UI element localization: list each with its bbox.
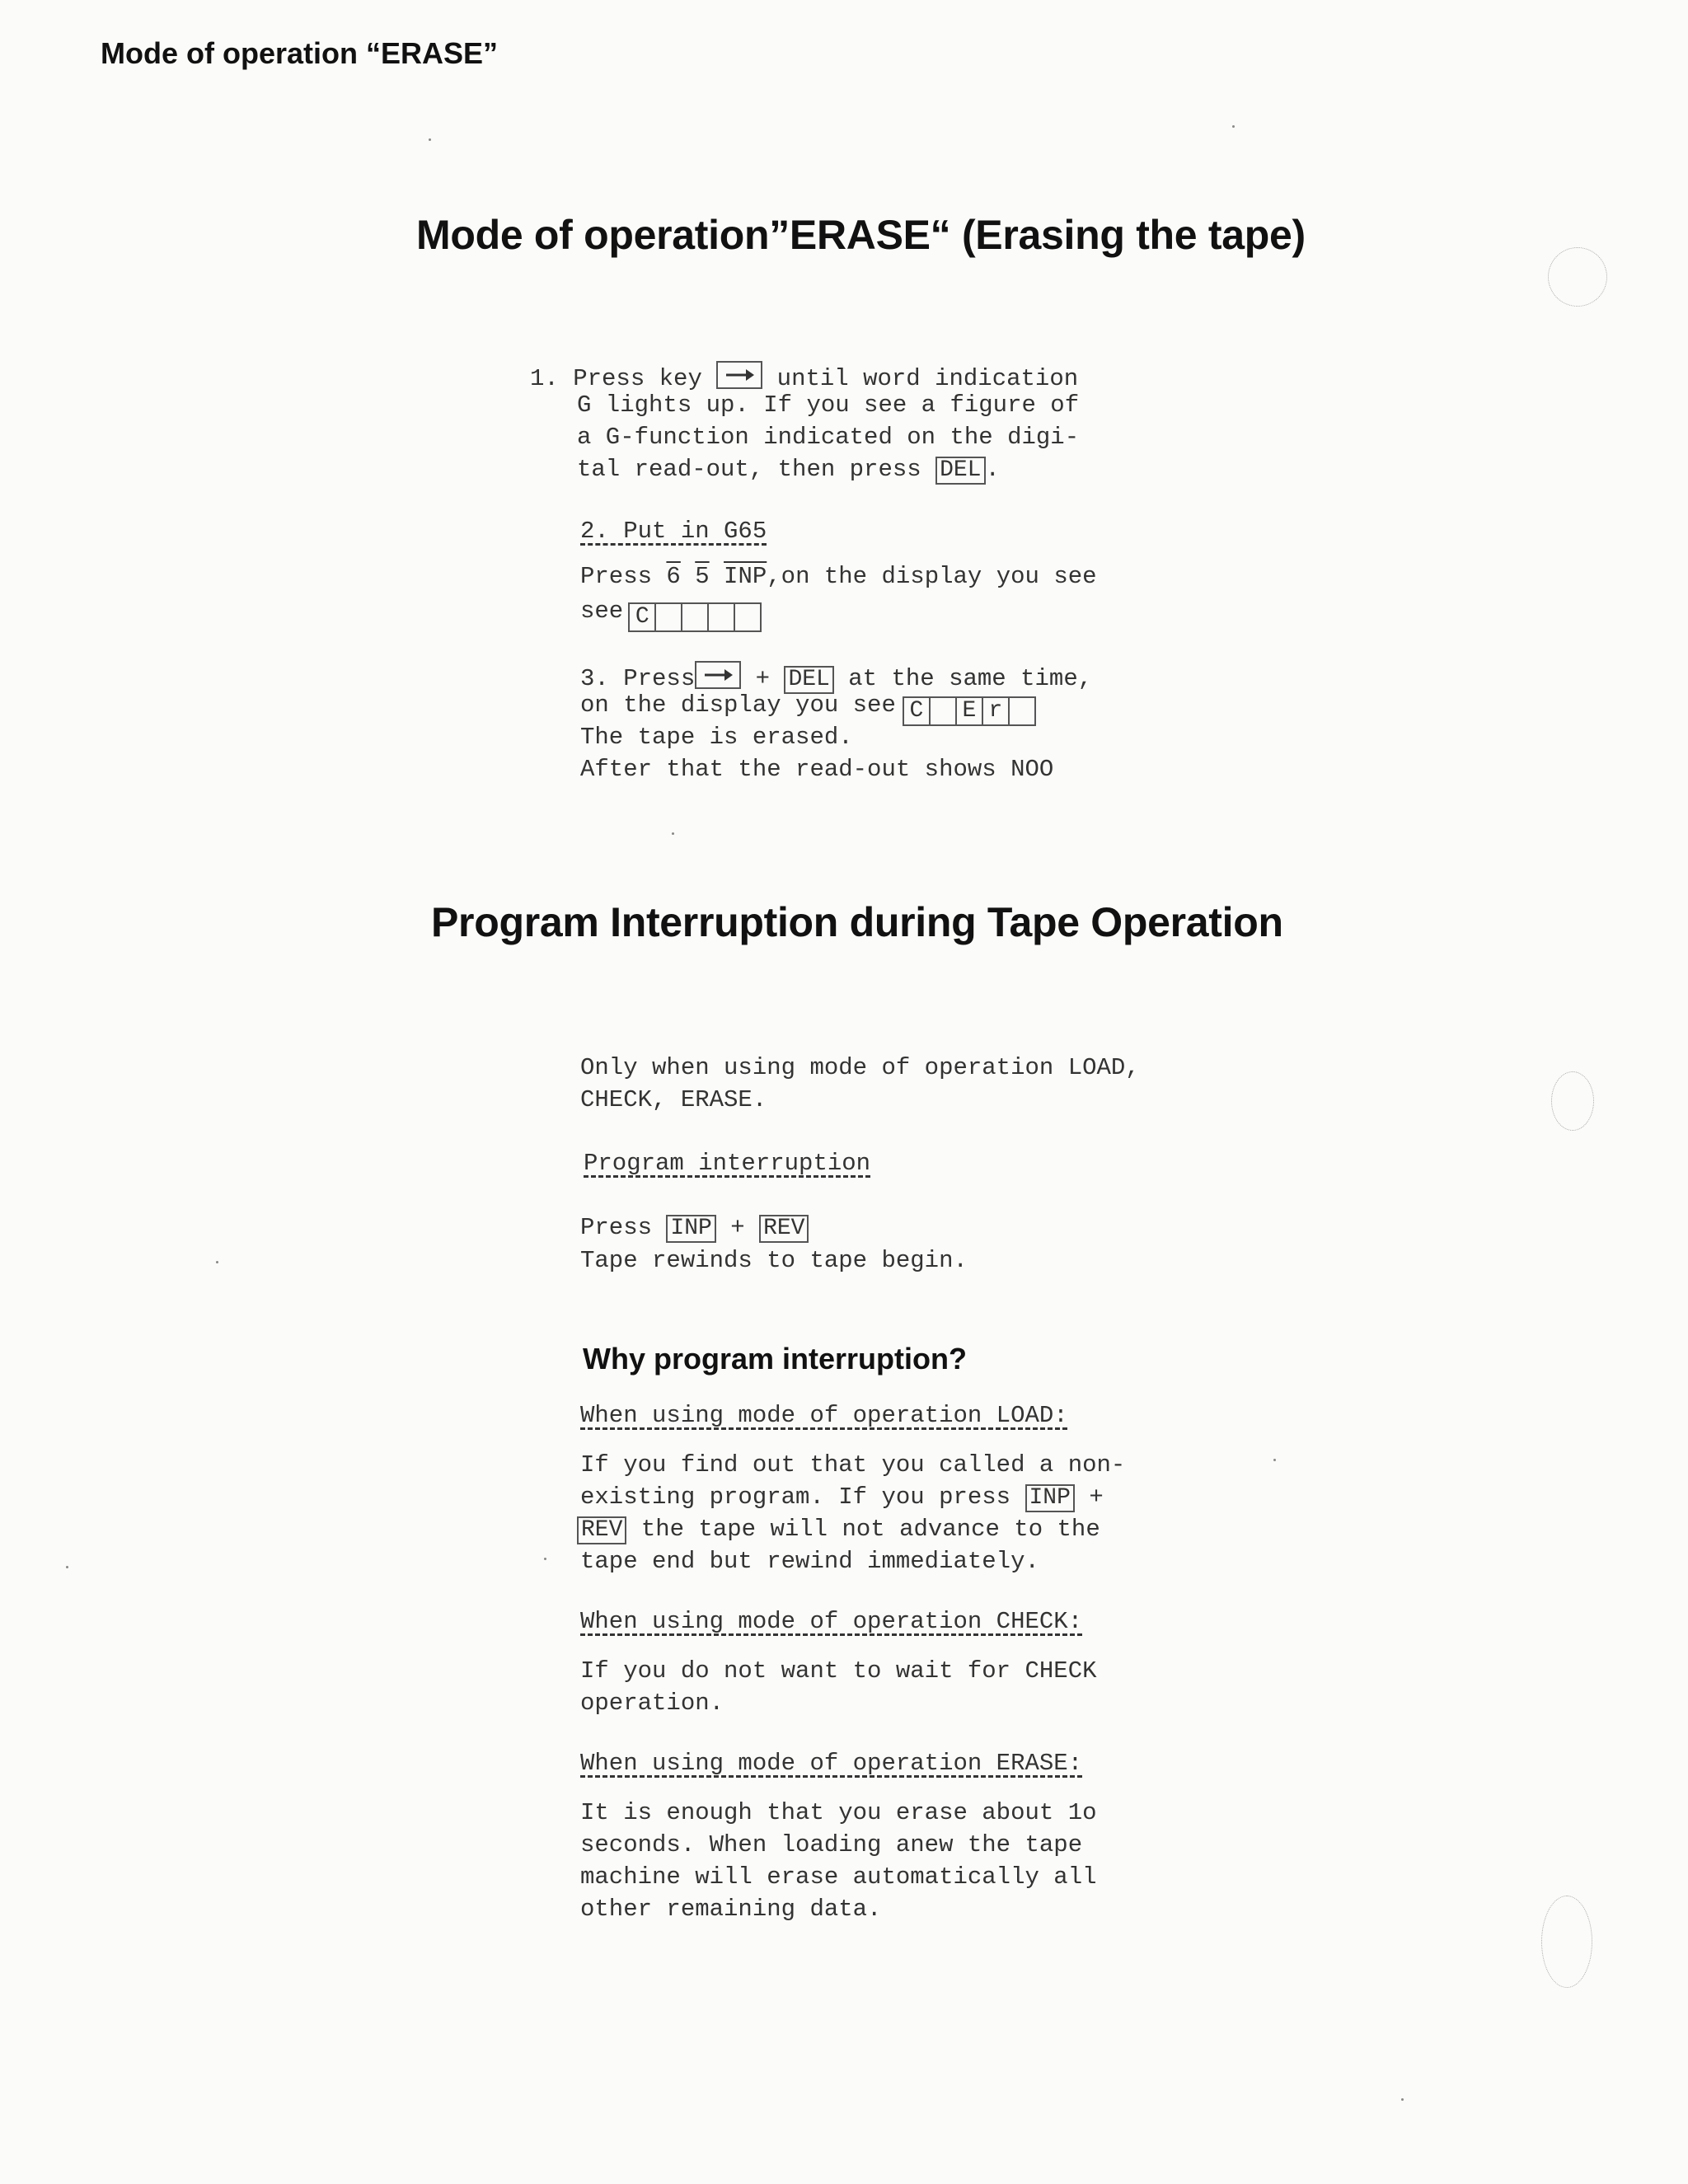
erase-heading: When using mode of operation ERASE: [580, 1750, 1083, 1777]
display-cell: E [957, 698, 983, 724]
load-line-2 [580, 1481, 1104, 1513]
inp-key: INP [1025, 1484, 1075, 1512]
interrupt-line-1 [580, 1212, 809, 1244]
step-2-see: see [580, 598, 624, 625]
key-5: 5 [695, 563, 710, 590]
step-1-text: Press key [573, 365, 702, 392]
display-cell [1010, 698, 1034, 724]
display-cell [682, 604, 709, 630]
plus-sign: + [755, 665, 771, 692]
interrupt-text: Press [580, 1214, 667, 1241]
del-key: DEL [935, 457, 985, 485]
check-heading: When using mode of operation CHECK: [580, 1608, 1083, 1635]
section-title-erase: Mode of operation”ERASE“ (Erasing the tape) [416, 212, 1306, 258]
interrupt-line-2: Tape rewinds to tape begin. [580, 1247, 968, 1274]
step-3-line-2-text: on the display you see [580, 691, 896, 719]
step-1-line-2: G lights up. If you see a figure of [577, 391, 1080, 419]
load-line-2-text: existing program. If you press [580, 1483, 1025, 1511]
load-line-4: tape end but rewind immediately. [580, 1548, 1039, 1575]
erase-line-4: other remaining data. [580, 1896, 882, 1923]
punch-hole-mark [1541, 1896, 1592, 1988]
scan-speck [216, 1261, 218, 1263]
step-2-heading: 2. Put in G65 [580, 518, 767, 545]
check-line-2: operation. [580, 1690, 724, 1717]
arrow-right-icon [716, 361, 762, 389]
rev-key: REV [577, 1516, 626, 1544]
step-1-line-4-period: . [985, 456, 1000, 483]
load-line-3 [577, 1513, 1100, 1545]
section-title-interruption: Program Interruption during Tape Operation [431, 899, 1283, 945]
display-readout-erase [903, 696, 1036, 726]
scan-speck [1401, 2098, 1404, 2101]
step-1-number: 1. [530, 365, 559, 392]
key-6: 6 [666, 563, 681, 590]
del-key: DEL [784, 666, 833, 694]
step-2-text: Press [580, 563, 667, 590]
display-cell [709, 604, 735, 630]
program-interruption-heading: Program interruption [584, 1150, 871, 1177]
display-cell: C [904, 698, 931, 724]
scan-speck [672, 832, 674, 835]
load-line-2-plus: + [1074, 1483, 1104, 1511]
load-line-1: If you find out that you called a non- [580, 1451, 1126, 1479]
erase-line-1: It is enough that you erase about 1o [580, 1799, 1097, 1826]
scan-speck [544, 1558, 546, 1560]
step-2-line-2 [580, 595, 762, 632]
display-cell [735, 604, 760, 630]
punch-hole-mark [1551, 1071, 1594, 1131]
scan-speck [1232, 125, 1235, 128]
step-2-line-1 [580, 560, 1097, 593]
intro-line-1: Only when using mode of operation LOAD, [580, 1054, 1140, 1081]
punch-hole-mark [1548, 247, 1607, 307]
running-header: Mode of operation “ERASE” [101, 36, 499, 70]
display-cell [656, 604, 682, 630]
intro-line-2: CHECK, ERASE. [580, 1086, 767, 1113]
inp-key: INP [666, 1215, 715, 1243]
step-1-text-cont: until word indication [762, 365, 1079, 392]
step-3-text: 3. Press [580, 665, 696, 692]
display-cell: r [983, 698, 1010, 724]
step-1-line-3: a G-function indicated on the digi- [577, 424, 1080, 451]
erase-line-2: seconds. When loading anew the tape [580, 1831, 1083, 1858]
key-inp: $\overline{INP}$ [724, 563, 767, 590]
display-cell: C [630, 604, 656, 630]
step-1-line-4 [577, 453, 1000, 485]
erase-line-3: machine will erase automatically all [580, 1863, 1097, 1891]
load-line-3-text: the tape will not advance to the [626, 1516, 1100, 1543]
why-heading: Why program interruption? [583, 1342, 967, 1376]
step-3-line-4: After that the read-out shows NOO [580, 756, 1054, 783]
step-3-text-cont: at the same time, [833, 665, 1093, 692]
scan-speck [66, 1566, 68, 1568]
step-1-line-4-text: tal read-out, then press [577, 456, 921, 483]
display-readout-g65 [628, 602, 762, 632]
scan-speck [429, 138, 431, 141]
rev-key: REV [759, 1215, 809, 1243]
arrow-right-icon [695, 661, 741, 689]
check-line-1: If you do not want to wait for CHECK [580, 1657, 1097, 1685]
display-cell [931, 698, 957, 724]
plus-sign: + [715, 1214, 760, 1241]
load-heading: When using mode of operation LOAD: [580, 1402, 1068, 1429]
step-2-text-cont: ,on the display you see [767, 563, 1097, 590]
scan-speck [1273, 1459, 1276, 1461]
step-3-line-3: The tape is erased. [580, 724, 853, 751]
